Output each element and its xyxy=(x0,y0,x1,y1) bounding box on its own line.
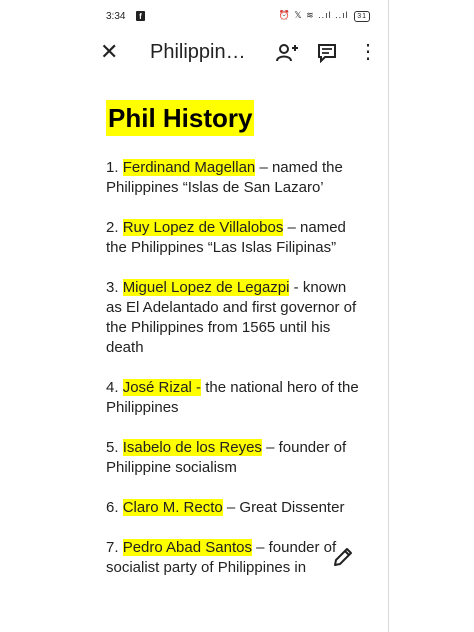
more-vert-icon[interactable]: ⋮ xyxy=(358,41,378,63)
item-desc: – named the Philippines “Las Islas Filipinas” xyxy=(106,219,346,256)
add-person-icon[interactable] xyxy=(276,43,298,63)
history-list xyxy=(106,158,366,618)
item-desc: – named the Philippines “Islas de San Lazaro’ xyxy=(106,159,343,196)
item-number: 7. xyxy=(106,539,119,556)
list-item xyxy=(106,538,366,578)
list-item xyxy=(106,378,366,418)
comment-icon[interactable] xyxy=(317,43,337,63)
document-heading: Phil History xyxy=(106,100,254,136)
list-item xyxy=(106,218,366,258)
facebook-icon: f xyxy=(136,11,145,21)
item-number: 3. xyxy=(106,279,119,296)
item-number: 1. xyxy=(106,159,119,176)
item-number: 4. xyxy=(106,379,119,396)
item-desc: – founder of Philippine socialism xyxy=(106,439,347,476)
close-icon[interactable]: ✕ xyxy=(100,39,119,64)
item-name: Claro M. Recto xyxy=(122,499,223,516)
status-time: 3:34 xyxy=(106,11,126,22)
status-indicators xyxy=(279,10,370,22)
bottom-fade xyxy=(88,592,388,632)
item-name: Miguel Lopez de Legazpi xyxy=(122,279,290,296)
list-item xyxy=(106,278,366,358)
item-desc: the national hero of the Philippines xyxy=(106,379,359,416)
document-title: Philippin… xyxy=(150,41,246,63)
item-name: Isabelo de los Reyes xyxy=(122,439,262,456)
status-icons: ⏰ 𝕏 ≋ ..ıl ..ıl xyxy=(278,10,349,20)
list-item xyxy=(106,498,366,518)
item-name: Ruy Lopez de Villalobos xyxy=(122,219,284,236)
item-desc: - known as El Adelantado and first governor of the Philippines from 1565 until his death xyxy=(106,279,357,356)
item-number: 2. xyxy=(106,219,119,236)
item-desc: – founder of socialist party of Philippines in xyxy=(106,539,337,576)
app-bar xyxy=(88,34,388,74)
item-name: José Rizal - xyxy=(122,379,202,396)
item-name: Ferdinand Magellan xyxy=(122,159,256,176)
phone-screen xyxy=(88,0,389,632)
list-item xyxy=(106,438,366,478)
list-item xyxy=(106,158,366,198)
edit-pencil-icon[interactable] xyxy=(332,546,354,568)
item-name: Pedro Abad Santos xyxy=(122,539,252,556)
status-bar xyxy=(88,0,388,34)
item-number: 5. xyxy=(106,439,119,456)
battery-icon: 31 xyxy=(354,11,370,22)
document-body xyxy=(106,100,366,632)
item-desc: – Great Dissenter xyxy=(222,499,345,516)
item-number: 6. xyxy=(106,499,119,516)
